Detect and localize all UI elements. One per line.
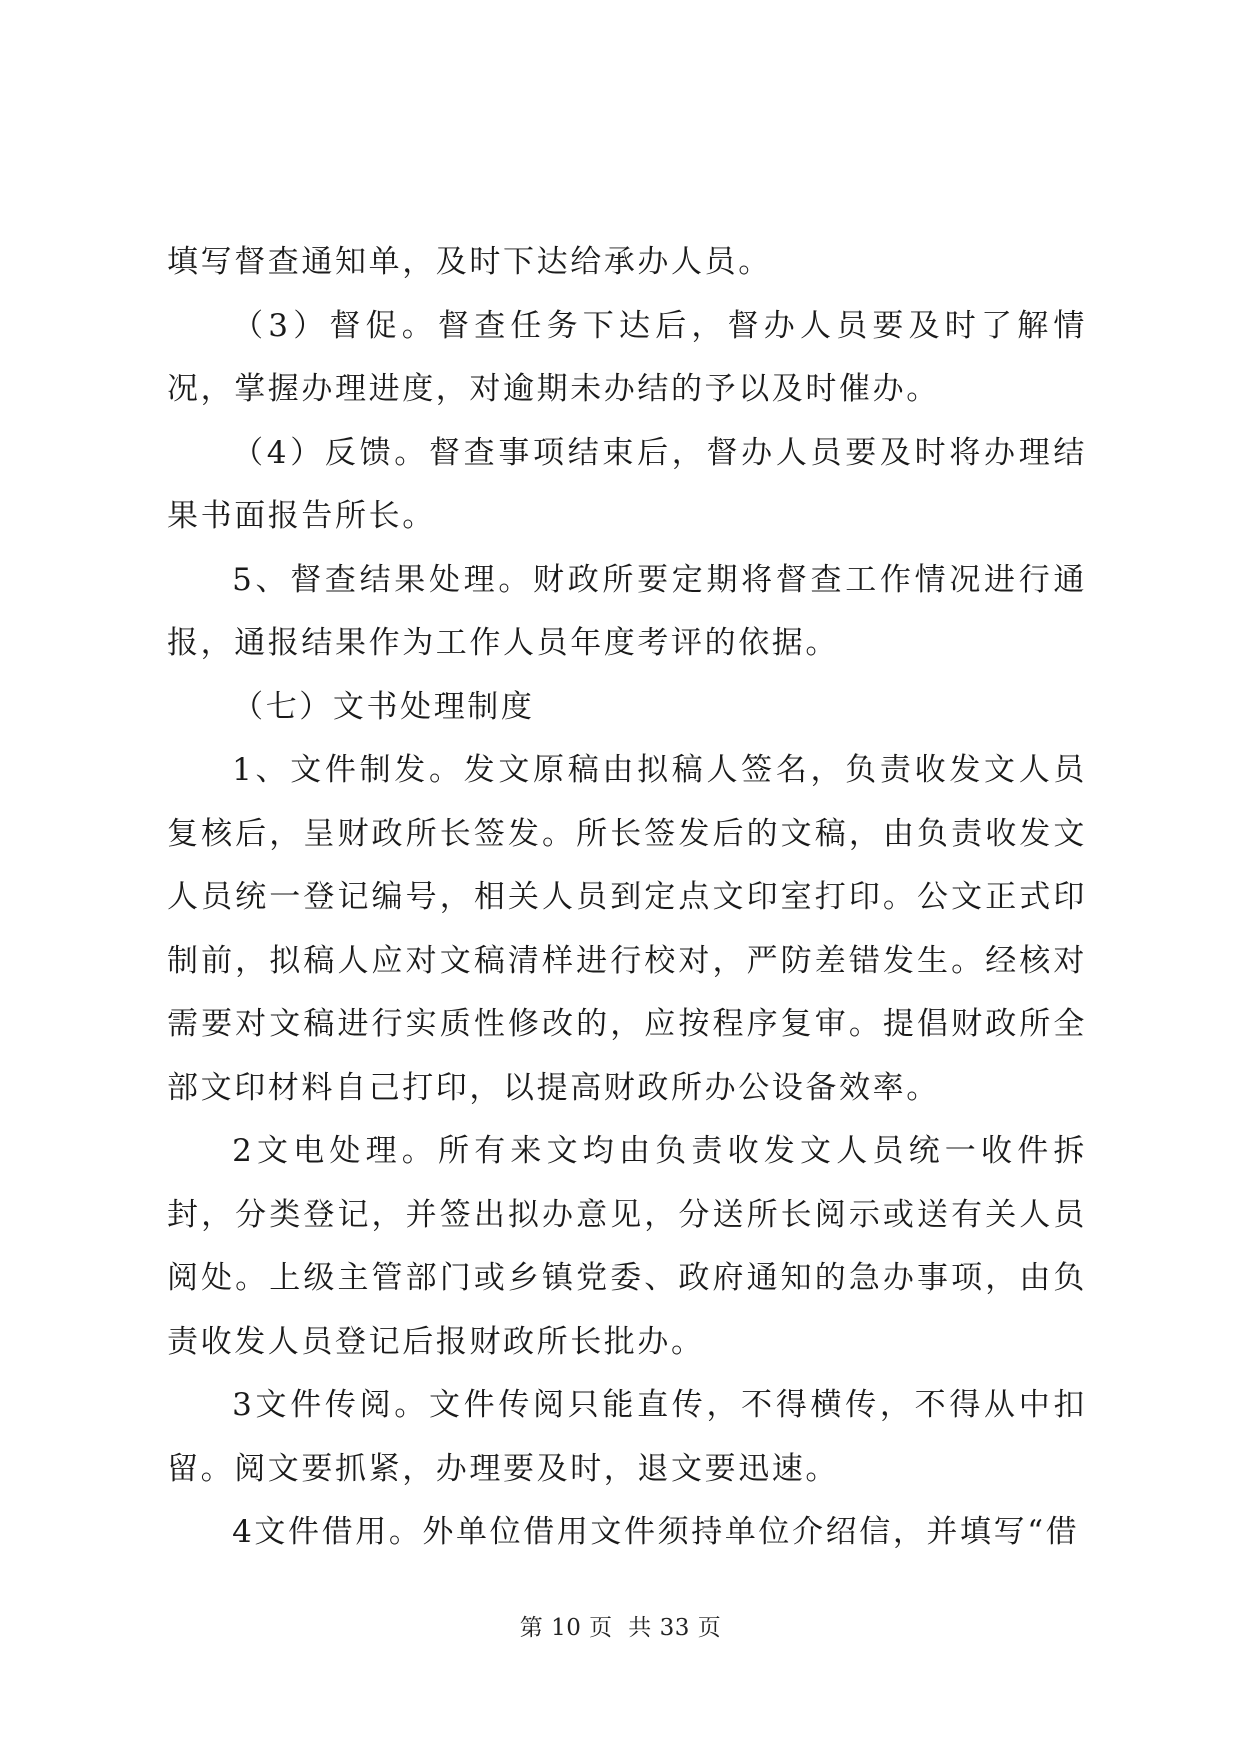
paragraph: 2文电处理。所有来文均由负责收发文人员统一收件拆封，分类登记，并签出拟办意见，分送所长阅示或送有关人员阅处。上级主管部门或乡镇党委、政府通知的急办事项，由负责收发人员登记后报财政所长批办。 [167,1133,1087,1360]
page-footer [0,1609,1241,1642]
paragraph: （4）反馈。督查事项结束后，督办人员要及时将办理结果书面报告所长。 [167,434,1087,534]
paragraph: 4文件借用。外单位借用文件须持单位介绍信，并填写“借 [232,1514,1080,1550]
paragraph: 3文件传阅。文件传阅只能直传，不得横传，不得从中扣留。阅文要抓紧，办理要及时，退文要迅速。 [167,1387,1087,1487]
paragraph: 1、文件制发。发文原稿由拟稿人签名，负责收发文人员复核后，呈财政所长签发。所长签发后的文稿，由负责收发文人员统一登记编号，相关人员到定点文印室打印。公文正式印制前，拟稿人应对文稿清样进行校对，严防差错发生。经核对需要对文稿进行实质性修改的，应按程序复审。提倡财政所全部文印材料自己打印，以提高财政所办公设备效率。 [167,752,1087,1106]
section-heading: （七）文书处理制度 [232,688,535,725]
paragraph: 填写督查通知单，及时下达给承办人员。 [167,244,772,280]
paragraph: 5、督查结果处理。财政所要定期将督查工作情况进行通报，通报结果作为工作人员年度考评的依据。 [167,561,1087,661]
page-number: 第 10 页 共 33 页 [519,1615,722,1641]
document-body [167,231,1087,1565]
paragraph: （3）督促。督查任务下达后，督办人员要及时了解情况，掌握办理进度，对逾期未办结的予以及时催办。 [167,307,1087,407]
